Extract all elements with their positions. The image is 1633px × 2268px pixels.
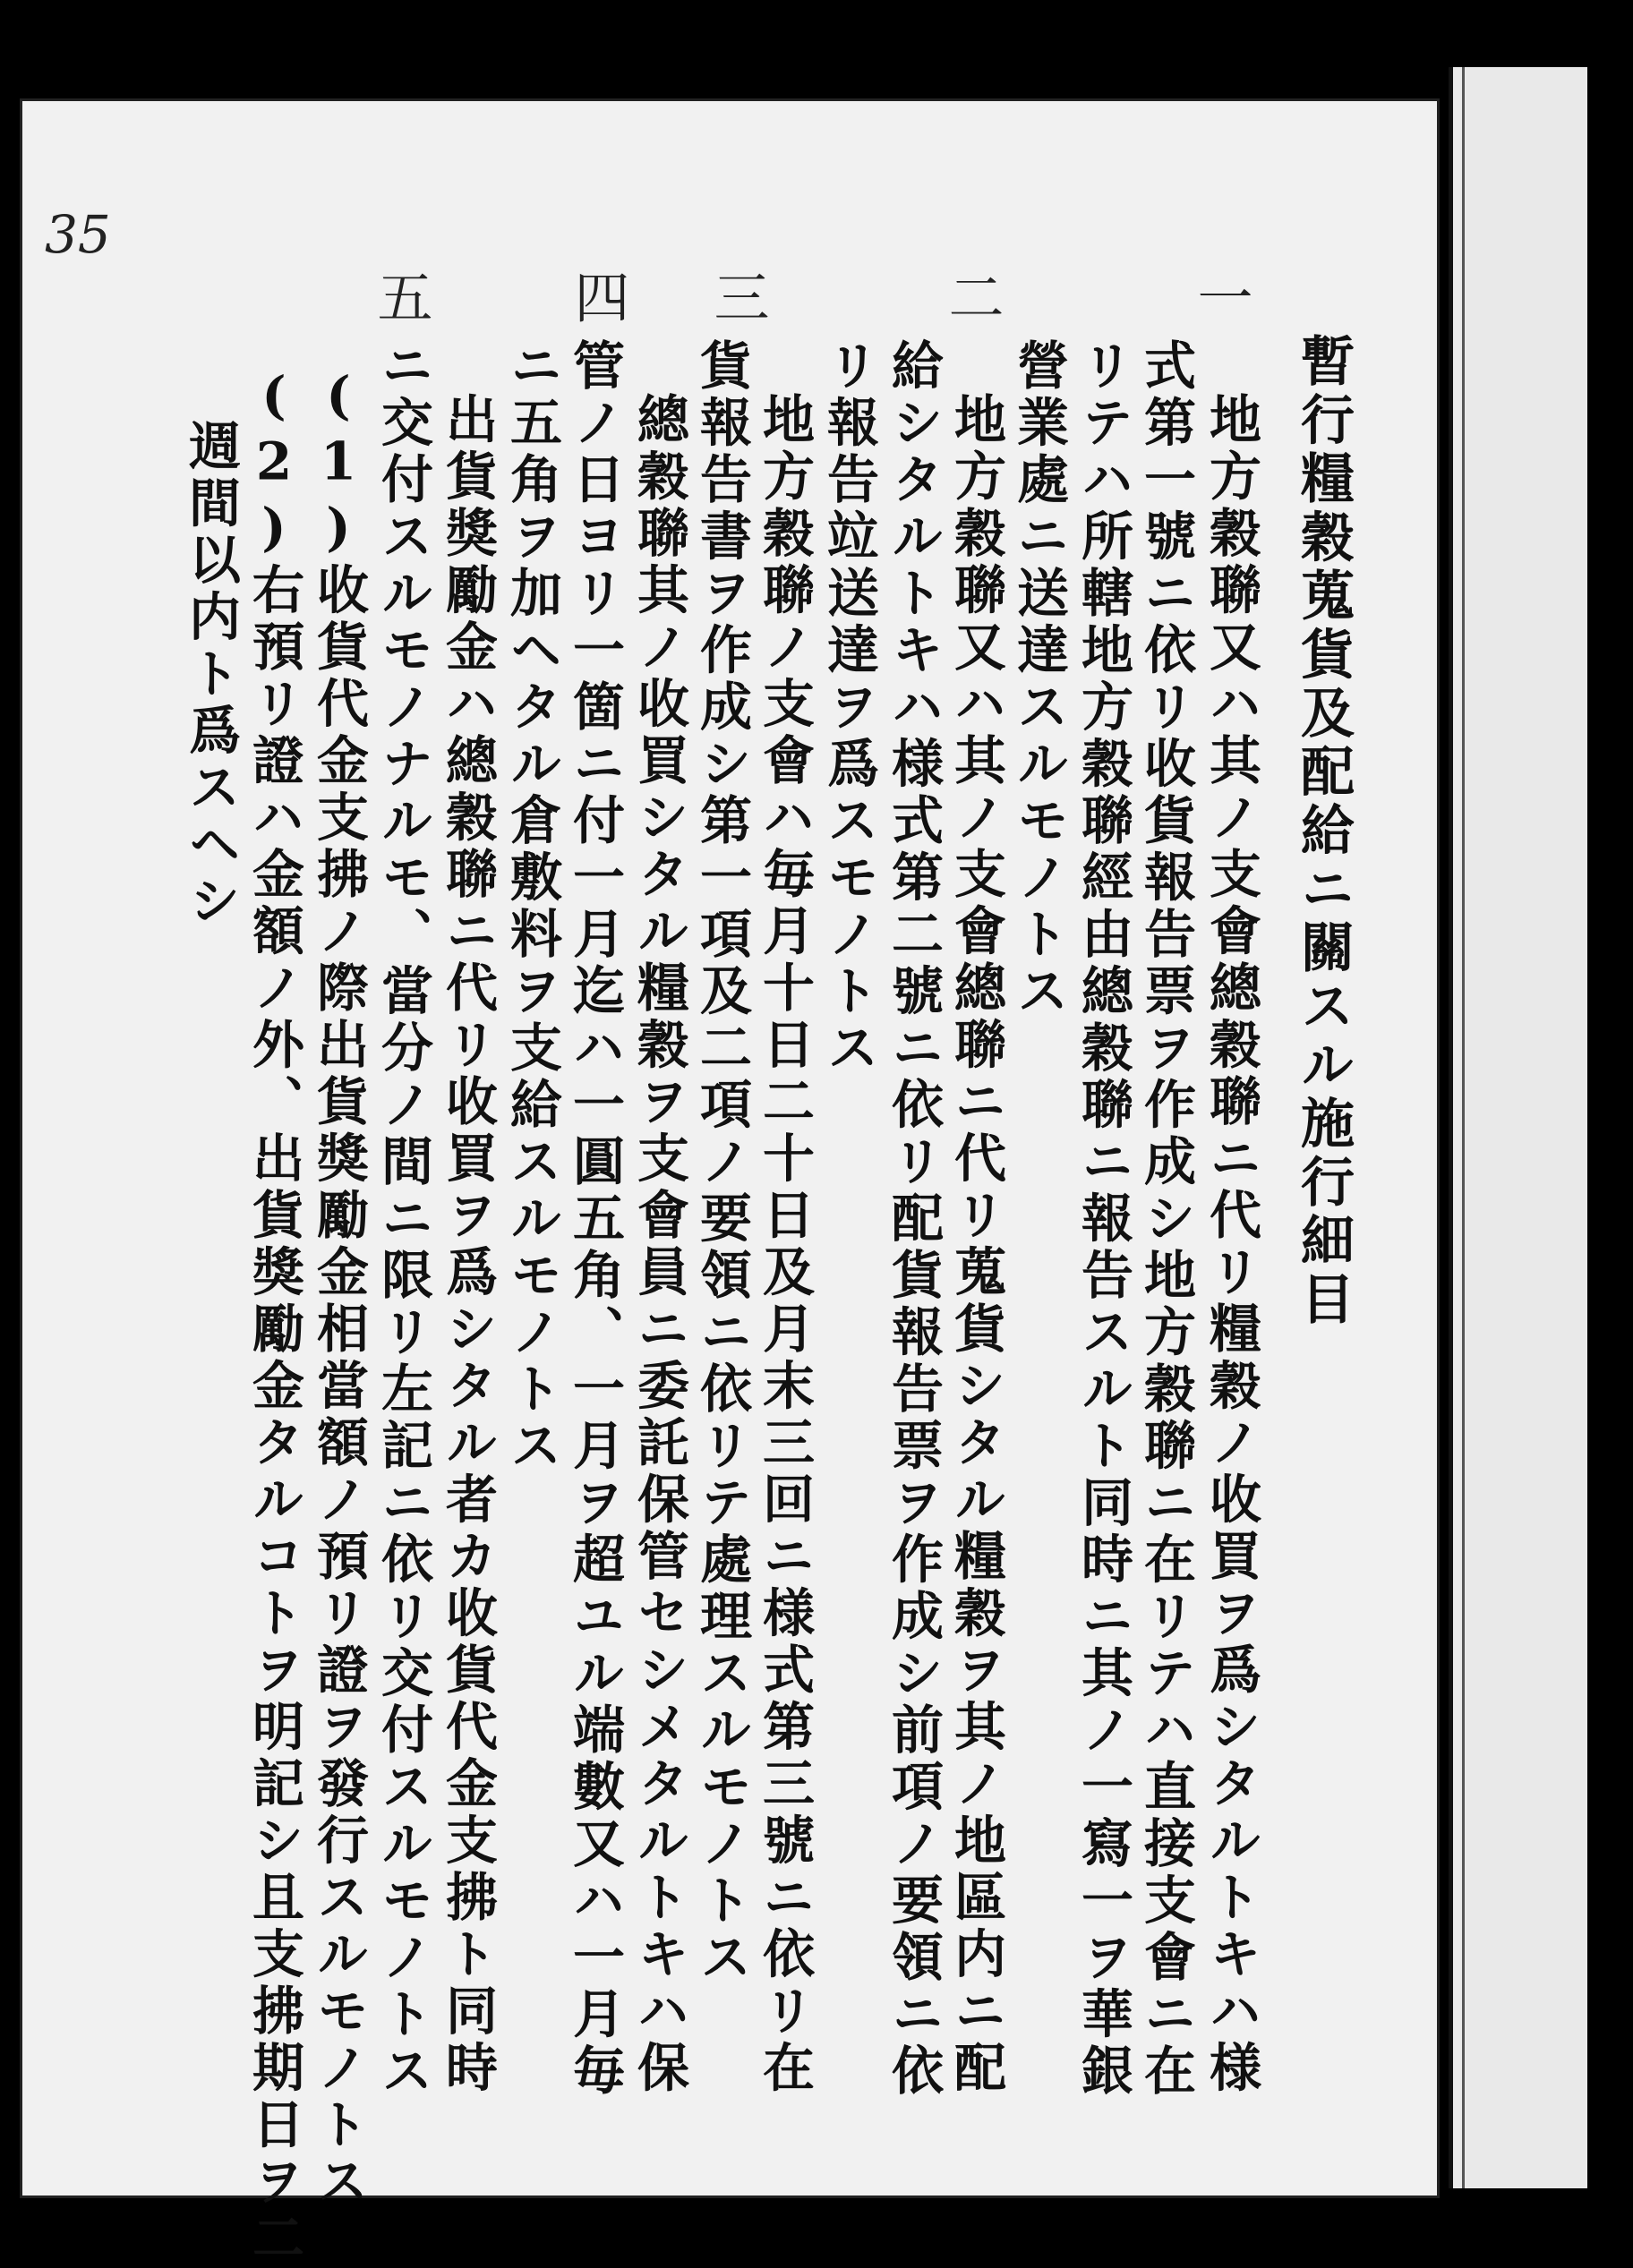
- body-line: 地方穀聯又ハ其ノ支會總穀聯ニ代リ糧穀ノ收買ヲ爲シタルトキハ様: [1201, 392, 1261, 2097]
- item-number-4: 四: [565, 269, 630, 324]
- adjacent-page-edge: [1449, 67, 1587, 2188]
- item-number-3: 三: [705, 269, 770, 324]
- document-title: 暫行糧穀蒐貨及配給ニ關スル施行細目: [1292, 333, 1355, 1330]
- body-line: リテハ所轄地方穀聯經由總穀聯ニ報告スルト同時ニ其ノ一寫一ヲ華銀: [1073, 338, 1133, 2101]
- body-line: 營業處ニ送達スルモノトス: [1008, 338, 1069, 1020]
- body-line: 週間以内ト爲スヘシ: [180, 419, 241, 931]
- page-number: 35: [45, 204, 111, 265]
- body-line: 貨報告書ヲ作成シ第一項及二項ノ要領ニ依リテ處理スルモノトス: [691, 338, 752, 1987]
- item-number-2: 二: [939, 269, 1005, 324]
- body-line: ニ交付スルモノナルモ、當分ノ間ニ限リ左記ニ依リ交付スルモノトス: [372, 338, 433, 2101]
- body-line: 出貨獎勵金ハ總穀聯ニ代リ收買ヲ爲シタル者カ收貨代金支拂ト同時: [437, 392, 498, 2097]
- body-line: 管ノ日ヨリ一箇ニ付一月迄ハ一圓五角、一月ヲ超ユル端數又ハ一月毎: [564, 338, 625, 2101]
- body-line: リ報告竝送達ヲ爲スモノトス: [818, 338, 879, 1078]
- body-line: 地方穀聯ノ支會ハ毎月十日二十日及月末三回ニ様式第三號ニ依リ在: [754, 392, 815, 2097]
- body-line: 給シタルトキハ様式第二號ニ依リ配貨報告票ヲ作成シ前項ノ要領ニ依: [883, 338, 944, 2101]
- body-line: 總穀聯其ノ收買シタル糧穀ヲ支會員ニ委託保管セシメタルトキハ保: [628, 392, 689, 2097]
- body-line: 式第一號ニ依リ收貨報告票ヲ作成シ地方穀聯ニ在リテハ直接支會ニ在: [1135, 338, 1196, 2101]
- item-number-1: 一: [1188, 269, 1253, 324]
- item-number-5: 五: [368, 269, 433, 324]
- body-line: ニ五角ヲ加ヘタル倉敷料ヲ支給スルモノトス: [501, 338, 562, 1475]
- sub-item-2: (2)右預リ證ハ金額ノ外、出貨獎勵金タルコトヲ明記シ且支拂期日ヲ二: [244, 365, 304, 2268]
- body-line: 地方穀聯又ハ其ノ支會總聯ニ代リ蒐貨シタル糧穀ヲ其ノ地區内ニ配: [945, 392, 1006, 2097]
- sub-item-1: (1)收貨代金支拂ノ際出貨獎勵金相當額ノ預リ證ヲ發行スルモノトス: [308, 365, 369, 2211]
